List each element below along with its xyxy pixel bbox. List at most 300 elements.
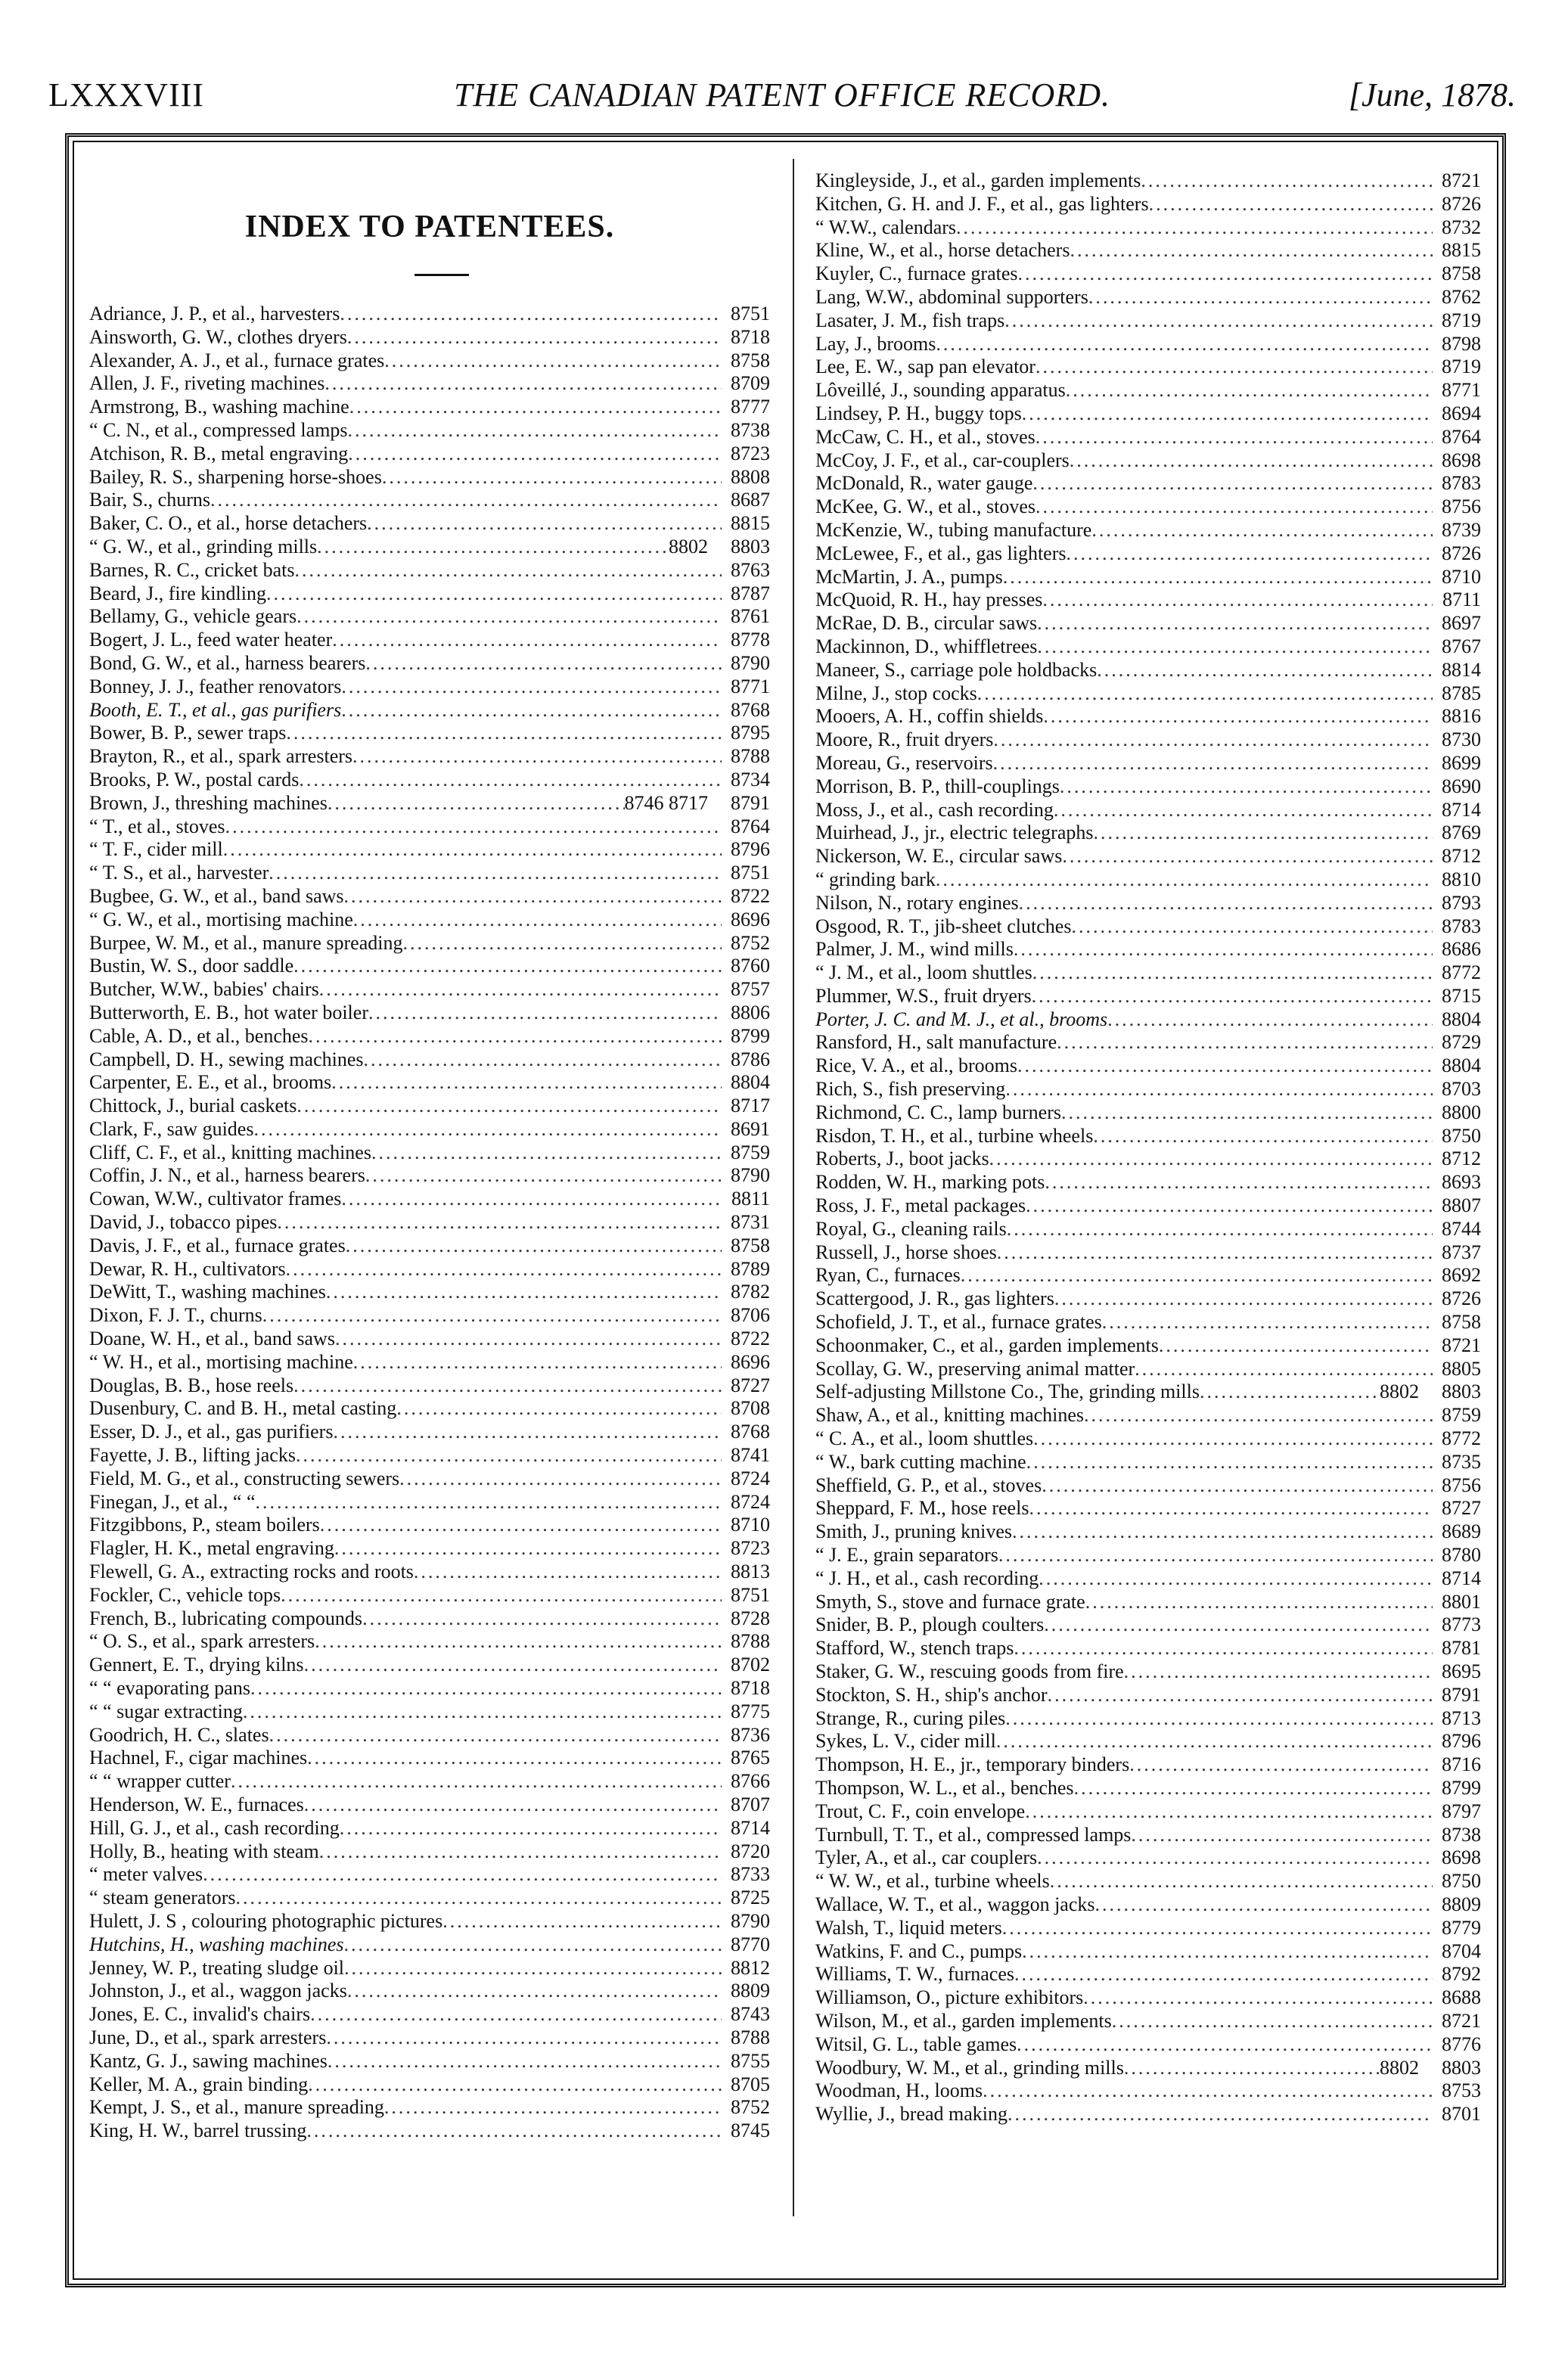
- entry-patent-number: 8714: [1442, 1567, 1481, 1589]
- entry-patent-number: 8785: [1442, 682, 1481, 704]
- index-entry: [89, 862, 770, 885]
- index-entry: [815, 1940, 1481, 1964]
- leader-dots: [936, 868, 1433, 892]
- leader-dots: [1019, 892, 1433, 915]
- entry-patent-number: 8788: [731, 745, 770, 768]
- leader-dots: [1005, 1707, 1433, 1731]
- entry-name: “ T., et al., stoves: [89, 815, 225, 837]
- index-entry: [89, 1095, 770, 1118]
- leader-dots: [315, 1630, 722, 1654]
- index-entry: [815, 402, 1481, 426]
- entry-name: McCaw, C. H., et al., stoves: [815, 425, 1036, 448]
- index-entry: [815, 1870, 1481, 1893]
- leader-dots: [1070, 239, 1433, 262]
- leader-dots: [333, 1421, 722, 1444]
- index-entry: [89, 1747, 770, 1770]
- leader-dots: [371, 1141, 722, 1165]
- index-entry: [815, 1101, 1481, 1125]
- entry-patent-number: 8728: [731, 1607, 770, 1629]
- entry-patent-number: 8778: [731, 629, 770, 651]
- leader-dots: [1112, 2010, 1433, 2033]
- leader-dots: [414, 1561, 722, 1584]
- publication-title: THE CANADIAN PATENT OFFICE RECORD.: [454, 76, 1110, 113]
- leader-dots: [936, 333, 1433, 356]
- leader-dots: [210, 489, 722, 512]
- entry-name: Brooks, P. W., postal cards: [89, 768, 300, 790]
- index-entry: [815, 1986, 1481, 2010]
- entry-name: “ W. H., et al., mortising machine: [89, 1350, 353, 1373]
- entry-patent-number: 8733: [731, 1863, 770, 1886]
- entry-patent-number: 8719: [1442, 356, 1481, 378]
- entry-patent-number: 8762: [1442, 285, 1481, 308]
- leader-dots: [1048, 1684, 1433, 1707]
- entry-name: McCoy, J. F., et al., car-couplers: [815, 449, 1070, 471]
- index-entry: [89, 769, 770, 792]
- entry-patent-number: 8804: [1442, 1008, 1481, 1030]
- index-entry: [815, 1031, 1481, 1054]
- entry-name: Dixon, F. J. T., churns: [89, 1304, 262, 1327]
- entry-patent-number: 8726: [1442, 542, 1481, 564]
- leader-dots: [1008, 2103, 1433, 2126]
- entry-patent-number: 8703: [1442, 1078, 1481, 1101]
- entry-patent-number: 8779: [1442, 1916, 1481, 1939]
- index-entry: [815, 566, 1481, 589]
- entry-patent-number: 8691: [731, 1117, 770, 1140]
- entry-name: Risdon, T. H., et al., turbine wheels: [815, 1124, 1094, 1147]
- leader-dots: [1135, 1358, 1433, 1381]
- index-entry: [815, 799, 1481, 822]
- leader-dots: [1083, 1986, 1433, 2010]
- index-entry: [89, 1164, 770, 1188]
- entry-patent-number: 8799: [1442, 1776, 1481, 1799]
- entry-name: McQuoid, R. H., hay presses: [815, 588, 1043, 611]
- leader-dots: [1026, 1451, 1433, 1474]
- index-entry: [89, 838, 770, 862]
- index-entry: [815, 1287, 1481, 1311]
- leader-dots: [1032, 961, 1433, 985]
- entry-patent-number: 8803: [1442, 1380, 1481, 1403]
- section-title: INDEX TO PATENTEES.: [244, 210, 615, 244]
- index-entry: [89, 1630, 770, 1654]
- index-entry: [89, 1863, 770, 1887]
- entry-name: Bonney, J. J., feather renovators: [89, 675, 342, 697]
- entry-name: Staker, G. W., rescuing goods from fire: [815, 1660, 1124, 1682]
- leader-dots: [1062, 845, 1433, 868]
- leader-dots: [1097, 659, 1433, 682]
- entry-name: McMartin, J. A., pumps: [815, 565, 1003, 588]
- index-entry: [815, 1824, 1481, 1847]
- entry-name: Clark, F., saw guides: [89, 1117, 254, 1140]
- index-entry: [89, 1118, 770, 1141]
- entry-name: Sheppard, F. M., hose reels: [815, 1497, 1029, 1520]
- index-entry: [815, 262, 1481, 286]
- entry-patent-number: 8692: [1442, 1264, 1481, 1287]
- entry-patent-number: 8715: [1442, 984, 1481, 1007]
- entry-patent-number: 8758: [1442, 1311, 1481, 1334]
- leader-dots: [1124, 1660, 1433, 1684]
- entry-patent-number: 8772: [1442, 1427, 1481, 1450]
- leader-dots: [344, 1957, 722, 1980]
- index-entry: [815, 985, 1481, 1008]
- leader-dots: [1012, 1520, 1433, 1544]
- index-entry: [89, 582, 770, 606]
- entry-patent-number: 8759: [731, 1141, 770, 1163]
- leader-dots: [286, 722, 722, 745]
- leader-dots: [1091, 519, 1433, 542]
- index-entry: [815, 2010, 1481, 2033]
- leader-dots: [1022, 402, 1433, 426]
- entry-name: Shaw, A., et al., knitting machines: [815, 1404, 1085, 1427]
- leader-dots: [1131, 1824, 1433, 1847]
- entry-patent-number: 8790: [731, 1909, 770, 1932]
- index-entry: [89, 396, 770, 419]
- entry-name: Kline, W., et al., horse detachers: [815, 239, 1070, 262]
- entry-patent-number: 8811: [731, 1188, 770, 1210]
- leader-dots: [1149, 193, 1433, 216]
- entry-name: Porter, J. C. and M. J., et al., brooms: [815, 1008, 1108, 1030]
- index-entry: [815, 1334, 1481, 1358]
- leader-dots: [266, 582, 722, 606]
- index-entry: [89, 1980, 770, 2003]
- entry-patent-number: 8763: [731, 558, 770, 581]
- leader-dots: [1102, 1311, 1433, 1334]
- leader-dots: [996, 1730, 1433, 1753]
- leader-dots: [1067, 542, 1433, 566]
- leader-dots: [1018, 262, 1433, 286]
- entry-patent-number: 8797: [1442, 1800, 1481, 1822]
- index-entry: [815, 1404, 1481, 1427]
- entry-name: Russell, J., horse shoes: [815, 1241, 997, 1263]
- index-entry: [89, 303, 770, 326]
- index-entry: [815, 333, 1481, 356]
- index-entry: [815, 1218, 1481, 1241]
- leader-dots: [384, 349, 722, 373]
- leader-dots: [308, 2073, 722, 2097]
- entry-name: “ C. A., et al., loom shuttles: [815, 1427, 1034, 1450]
- leader-dots: [1057, 1031, 1433, 1054]
- entry-patent-number: 8813: [731, 1561, 770, 1583]
- entry-name: Lôveillé, J., sounding apparatus: [815, 379, 1066, 402]
- entry-name: Thompson, H. E., jr., temporary binders: [815, 1753, 1130, 1776]
- leader-dots: [1007, 1218, 1433, 1241]
- entry-patent-number: 8723: [731, 1537, 770, 1560]
- index-entry: [815, 1497, 1481, 1520]
- entry-patent-number: 8726: [1442, 1287, 1481, 1310]
- index-entry: [815, 588, 1481, 612]
- index-entry: [815, 495, 1481, 519]
- entry-name: Roberts, J., boot jacks: [815, 1147, 989, 1170]
- entry-name: Schofield, J. T., et al., furnace grates: [815, 1311, 1102, 1334]
- index-entry: [815, 1358, 1481, 1381]
- index-entry: [89, 1933, 770, 1957]
- entry-name: Kantz, G. J., sawing machines: [89, 2049, 328, 2072]
- index-entry: [815, 519, 1481, 542]
- index-entry: [89, 419, 770, 443]
- index-entry: [89, 1770, 770, 1793]
- entry-name: McRae, D. B., circular saws: [815, 612, 1038, 635]
- entry-name: Adriance, J. P., et al., harvesters: [89, 303, 340, 325]
- entry-patent-number: 8796: [731, 838, 770, 861]
- index-entry: [815, 286, 1481, 309]
- index-entry: [815, 845, 1481, 868]
- entry-name: Esser, D. J., et al., gas purifiers: [89, 1421, 334, 1443]
- index-entry: [815, 1684, 1481, 1707]
- index-entry: [89, 349, 770, 373]
- index-entry: [89, 1654, 770, 1677]
- index-entry: [815, 2057, 1481, 2080]
- index-entry: [89, 1700, 770, 1724]
- leader-dots: [223, 838, 722, 862]
- entry-patent-number: 8726: [1442, 192, 1481, 215]
- leader-dots: [341, 675, 722, 699]
- entry-patent-number: 8735: [1442, 1450, 1481, 1473]
- leader-dots: [1045, 1171, 1433, 1194]
- entry-name: Hulett, J. S , colouring photographic pictures: [89, 1909, 443, 1932]
- leader-dots: [402, 932, 722, 955]
- index-entry: [89, 1677, 770, 1700]
- entry-name: Flagler, H. K., metal engraving: [89, 1537, 334, 1560]
- index-entry: [815, 1520, 1481, 1544]
- index-entry: [89, 675, 770, 699]
- index-entry: [89, 1025, 770, 1048]
- index-entry: [89, 2050, 770, 2073]
- entry-patent-number: 8761: [731, 605, 770, 628]
- index-entry: [89, 652, 770, 675]
- index-entry: [89, 629, 770, 652]
- index-entry: [89, 2026, 770, 2050]
- entry-patent-number: 8701: [1442, 2103, 1481, 2126]
- entry-patent-number: 8815: [1442, 239, 1481, 262]
- entry-patent-number: 8699: [1442, 751, 1481, 774]
- leader-dots: [1017, 1054, 1433, 1078]
- entry-patent-number: 8710: [1442, 565, 1481, 588]
- entry-patent-number: 8712: [1442, 845, 1481, 868]
- index-entry: [89, 1467, 770, 1491]
- index-entry: [89, 2096, 770, 2120]
- leader-dots: [1014, 1963, 1433, 1986]
- entry-name: Royal, G., cleaning rails: [815, 1217, 1007, 1240]
- leader-dots: [1159, 1334, 1433, 1358]
- entry-name: Thompson, W. L., et al., benches: [815, 1776, 1074, 1799]
- entry-patent-number: 8781: [1442, 1637, 1481, 1660]
- entry-name: Douglas, B. B., hose reels: [89, 1374, 294, 1396]
- entry-patent-number: 8732: [1442, 216, 1481, 238]
- entry-patent-number: 8773: [1442, 1613, 1481, 1636]
- entry-patent-number: 8731: [731, 1211, 770, 1234]
- leader-dots: [328, 792, 625, 815]
- leader-dots: [347, 1980, 722, 2003]
- entry-name: Gennert, E. T., drying kilns: [89, 1654, 304, 1676]
- leader-dots: [1022, 1940, 1433, 1964]
- leader-dots: [1085, 1591, 1433, 1614]
- entry-name: Palmer, J. M., wind mills: [815, 938, 1014, 961]
- index-entry: [815, 1917, 1481, 1940]
- entry-name: “ J. M., et al., loom shuttles: [815, 961, 1032, 984]
- leader-dots: [341, 699, 722, 722]
- leader-dots: [1033, 1427, 1433, 1451]
- section-title-rule: [415, 274, 469, 276]
- entry-name: “ J. E., grain separators: [815, 1544, 998, 1567]
- leader-dots: [203, 1863, 722, 1887]
- leader-dots: [362, 1607, 722, 1631]
- leader-dots: [309, 1025, 722, 1048]
- entry-name: June, D., et al., spark arresters: [89, 2026, 327, 2048]
- leader-dots: [1060, 775, 1433, 799]
- entry-patent-number: 8810: [1442, 868, 1481, 890]
- entry-extra-number: 8802: [669, 535, 708, 557]
- entry-name: “ O. S., et al., spark arresters: [89, 1630, 315, 1653]
- index-entry: [815, 1054, 1481, 1078]
- entry-name: Stockton, S. H., ship's anchor: [815, 1683, 1048, 1706]
- index-entry: [89, 1234, 770, 1258]
- index-entry: [815, 1311, 1481, 1334]
- leader-dots: [331, 1071, 722, 1095]
- leader-dots: [1084, 1404, 1433, 1427]
- leader-dots: [346, 1234, 722, 1258]
- entry-patent-number: 8738: [731, 418, 770, 441]
- index-entry: [89, 1793, 770, 1817]
- index-entry: [815, 193, 1481, 216]
- entry-extra-number: 8746 8717: [624, 791, 708, 814]
- leader-dots: [1129, 1753, 1433, 1777]
- entry-patent-number: 8796: [1442, 1730, 1481, 1753]
- index-entry: [89, 1258, 770, 1281]
- entry-name: Ross, J. F., metal packages: [815, 1194, 1026, 1217]
- leader-dots: [353, 1351, 722, 1374]
- entry-name: Jenney, W. P., treating sludge oil: [89, 1956, 345, 1979]
- entry-name: Finegan, J., et al., “ “: [89, 1490, 256, 1513]
- index-entry: [89, 1281, 770, 1304]
- leader-dots: [231, 1770, 722, 1793]
- entry-name: Smyth, S., stove and furnace grate: [815, 1590, 1085, 1613]
- entry-patent-number: 8727: [731, 1374, 770, 1396]
- entry-patent-number: 8725: [731, 1887, 770, 1909]
- entry-patent-number: 8791: [731, 791, 770, 814]
- entry-patent-number: 8757: [731, 978, 770, 1001]
- leader-dots: [1005, 1078, 1433, 1101]
- entry-patent-number: 8721: [1442, 2009, 1481, 2032]
- entry-name: Flewell, G. A., extracting rocks and roots: [89, 1561, 414, 1583]
- entry-patent-number: 8799: [731, 1024, 770, 1047]
- entry-name: Dusenbury, C. and B. H., metal casting: [89, 1397, 397, 1420]
- leader-dots: [1036, 426, 1433, 449]
- leader-dots: [1141, 169, 1433, 193]
- leader-dots: [1074, 1777, 1433, 1800]
- entry-patent-number: 8768: [731, 698, 770, 721]
- leader-dots: [352, 745, 722, 769]
- entry-name: Lay, J., brooms: [815, 332, 936, 355]
- entry-name: Fockler, C., vehicle tops: [89, 1583, 281, 1606]
- leader-dots: [304, 1654, 722, 1677]
- index-entry: [89, 1002, 770, 1025]
- leader-dots: [1032, 472, 1433, 495]
- entry-patent-number: 8804: [731, 1071, 770, 1094]
- index-entry: [815, 356, 1481, 379]
- leader-dots: [1050, 1870, 1433, 1893]
- index-entry: [815, 1008, 1481, 1032]
- leader-dots: [250, 1677, 722, 1700]
- leader-dots: [442, 1910, 722, 1933]
- entry-patent-number: 8793: [1442, 891, 1481, 914]
- entry-name: Nickerson, W. E., circular saws: [815, 845, 1063, 868]
- entry-patent-number: 8771: [731, 675, 770, 697]
- leader-dots: [340, 303, 722, 326]
- index-entry: [815, 309, 1481, 333]
- entry-name: Kempt, J. S., et al., manure spreading: [89, 2096, 384, 2119]
- leader-dots: [983, 2079, 1433, 2103]
- leader-dots: [989, 1147, 1433, 1171]
- entry-patent-number: 8744: [1442, 1217, 1481, 1240]
- leader-dots: [344, 885, 722, 908]
- leader-dots: [1003, 566, 1433, 589]
- leader-dots: [1061, 1101, 1433, 1125]
- right-index-list: [815, 169, 1481, 2126]
- entry-name: Osgood, R. T., jib-sheet clutches: [815, 915, 1072, 937]
- entry-patent-number: 8753: [1442, 2079, 1481, 2102]
- entry-patent-number: 8720: [731, 1840, 770, 1862]
- leader-dots: [956, 216, 1433, 240]
- leader-dots: [1036, 495, 1433, 519]
- leader-dots: [293, 955, 722, 978]
- leader-dots: [286, 1258, 722, 1281]
- index-entry: [89, 1514, 770, 1537]
- entry-name: Williamson, O., picture exhibitors: [815, 1986, 1084, 2009]
- entry-patent-number: 8686: [1442, 938, 1481, 961]
- index-entry: [89, 2003, 770, 2026]
- entry-name: Baker, C. O., et al., horse detachers: [89, 512, 368, 535]
- entry-name: King, H. W., barrel trussing: [89, 2120, 307, 2142]
- entry-patent-number: 8776: [1442, 2033, 1481, 2055]
- leader-dots: [256, 1491, 722, 1514]
- entry-name: Muirhead, J., jr., electric telegraphs: [815, 821, 1094, 844]
- index-entry: [89, 1211, 770, 1234]
- entry-name: Brown, J., threshing machines: [89, 791, 328, 814]
- entry-name: Booth, E. T., et al., gas purifiers: [89, 698, 342, 721]
- index-entry: [89, 2120, 770, 2143]
- entry-name: “ W., bark cutting machine: [815, 1450, 1026, 1473]
- entry-name: “ W.W., calendars: [815, 216, 957, 238]
- entry-name: Keller, M. A., grain binding: [89, 2073, 309, 2095]
- leader-dots: [1014, 938, 1433, 961]
- index-entry: [89, 1584, 770, 1607]
- leader-dots: [319, 978, 722, 1002]
- index-entry: [89, 1071, 770, 1095]
- index-entry: [89, 536, 770, 559]
- leader-dots: [365, 1164, 722, 1188]
- leader-dots: [299, 769, 722, 792]
- index-entry: [89, 1817, 770, 1840]
- leader-dots: [382, 466, 722, 489]
- entry-name: “ grinding bark: [815, 868, 936, 890]
- leader-dots: [1002, 1917, 1433, 1940]
- leader-dots: [396, 1397, 722, 1421]
- issue-date: [June, 1878.: [1348, 76, 1516, 113]
- entry-name: Field, M. G., et al., constructing sewers: [89, 1467, 400, 1489]
- index-entry: [815, 426, 1481, 449]
- entry-patent-number: 8782: [731, 1281, 770, 1303]
- index-entry: [815, 1637, 1481, 1660]
- entry-name: Maneer, S., carriage pole holdbacks: [815, 658, 1098, 681]
- entry-name: Milne, J., stop cocks: [815, 682, 977, 704]
- leader-dots: [993, 752, 1433, 775]
- entry-name: Woodbury, W. M., et al., grinding mills: [815, 2056, 1124, 2079]
- entry-name: Ryan, C., furnaces: [815, 1264, 961, 1287]
- entry-patent-number: 8688: [1442, 1986, 1481, 2009]
- entry-patent-number: 8775: [731, 1700, 770, 1722]
- index-entry: [815, 892, 1481, 915]
- leader-dots: [269, 1724, 722, 1747]
- entry-patent-number: 8722: [731, 1328, 770, 1350]
